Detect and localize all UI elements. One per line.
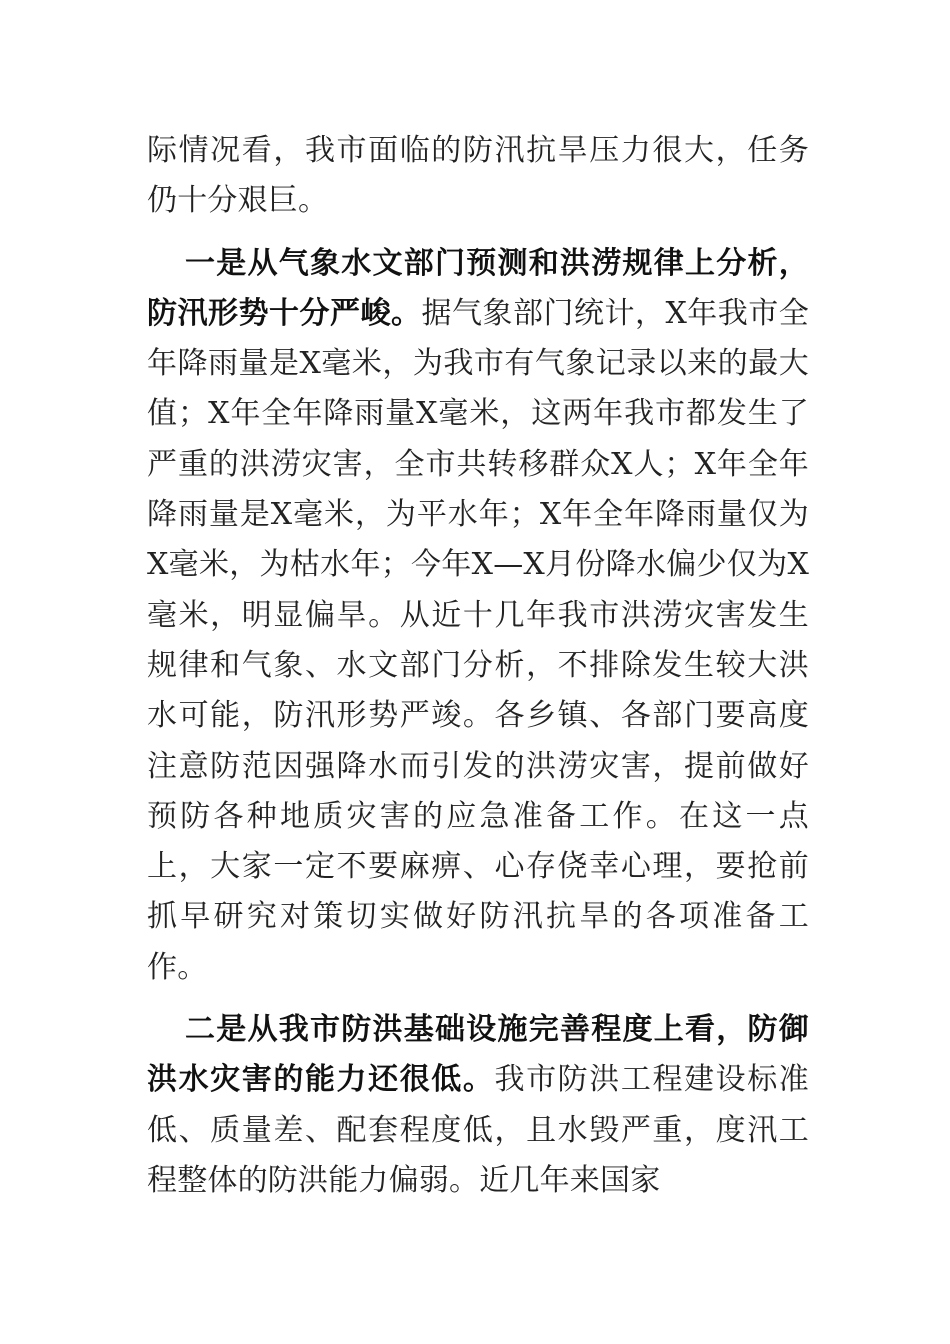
paragraph-lead: 一是从气象水文部门预测和洪涝规律上分析，防汛形势十分严峻。 [147, 245, 809, 331]
paragraph-continuation [147, 126, 809, 227]
paragraph-body: 我市防洪工程建设标准低、质量差、配套程度低，且水毁严重，度汛工程整体的防洪能力偏弱。近几年来国家 [147, 1062, 810, 1198]
paragraph-point-two [147, 1005, 809, 1206]
paragraph-point-one [147, 239, 809, 993]
paragraph-lead: 二是从我市防洪基础设施完善程度上看，防御洪水灾害的能力还很低。 [147, 1012, 809, 1098]
paragraph-body: 据气象部门统计，X年我市全年降雨量是X毫米，为我市有气象记录以来的最大值；X年全年降雨量X毫米，这两年我市都发生了严重的洪涝灾害，全市共转移群众X人；X年全年降雨量是X毫米，为平水年；X年全年降雨量仅为X毫米，为枯水年；今年X—X月份降水偏少仅为X毫米，明显偏旱。从近十几年我市洪涝灾害发生规律和气象、水文部门分析，不排除发生较大洪水可能，防汛形势严竣。各乡镇、各部门要高度注意防范因强降水而引发的洪涝灾害，提前做好预防各种地质灾害的应急准备工作。在这一点上，大家一定不要麻痹、心存侥幸心理，要抢前抓早研究对策切实做好防汛抗旱的各项准备工作。 [147, 295, 809, 985]
paragraph-body: 际情况看，我市面临的防汛抗旱压力很大，任务仍十分艰巨。 [147, 133, 809, 219]
document-page [147, 126, 809, 1206]
